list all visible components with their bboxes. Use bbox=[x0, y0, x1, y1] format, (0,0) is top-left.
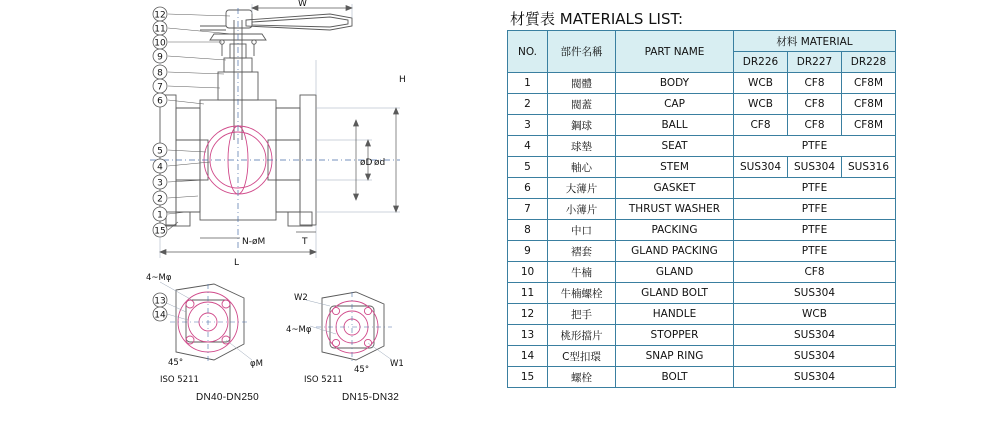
cell-cn-name: 小薄片 bbox=[548, 199, 616, 220]
bottom-view-caption-dn15: DN15-DN32 bbox=[342, 392, 400, 403]
cell-no: 9 bbox=[508, 241, 548, 262]
cell-en-name: BOLT bbox=[616, 367, 734, 388]
cell-cn-name: 鋼球 bbox=[548, 115, 616, 136]
bolt-note-dn40: 4~Mφ bbox=[146, 273, 172, 283]
dim-label-W: W bbox=[298, 0, 307, 9]
cell-en-name: SNAP RING bbox=[616, 346, 734, 367]
cell-cn-name: 牛楠螺栓 bbox=[548, 283, 616, 304]
materials-table-body bbox=[508, 73, 896, 388]
callout-1: 1 bbox=[157, 210, 163, 221]
table-row bbox=[508, 262, 896, 283]
cell-en-name: HANDLE bbox=[616, 304, 734, 325]
callout-5: 5 bbox=[157, 146, 163, 157]
dim-label-L: L bbox=[234, 258, 240, 268]
th-cn-name: 部件名稱 bbox=[548, 31, 616, 73]
cell-material-all: PTFE bbox=[734, 199, 896, 220]
cell-material-all: SUS304 bbox=[734, 367, 896, 388]
dim-label-D: øD bbox=[360, 158, 373, 168]
dim-phiM: φM bbox=[250, 359, 263, 369]
bottom-view-dn40 bbox=[146, 273, 263, 385]
table-row bbox=[508, 157, 896, 178]
cell-en-name: SEAT bbox=[616, 136, 734, 157]
cell-en-name: GLAND BOLT bbox=[616, 283, 734, 304]
cell-material-m1: CF8 bbox=[734, 115, 788, 136]
cell-material-all: WCB bbox=[734, 304, 896, 325]
callout-11: 11 bbox=[154, 24, 166, 35]
cell-cn-name: 牛楠 bbox=[548, 262, 616, 283]
cell-en-name: GASKET bbox=[616, 178, 734, 199]
cell-material-m3: CF8M bbox=[842, 73, 896, 94]
dim-label-d: ød bbox=[374, 158, 386, 168]
cell-material-all: SUS304 bbox=[734, 325, 896, 346]
callout-14: 14 bbox=[154, 310, 166, 321]
table-row bbox=[508, 199, 896, 220]
table-row bbox=[508, 73, 896, 94]
cell-cn-name: 球墊 bbox=[548, 136, 616, 157]
callout-6: 6 bbox=[157, 96, 163, 107]
dim-label-H: H bbox=[399, 75, 406, 85]
cell-en-name: THRUST WASHER bbox=[616, 199, 734, 220]
cell-no: 6 bbox=[508, 178, 548, 199]
cell-material-all: PTFE bbox=[734, 136, 896, 157]
cell-en-name: PACKING bbox=[616, 220, 734, 241]
callout-4: 4 bbox=[157, 162, 163, 173]
cell-en-name: BALL bbox=[616, 115, 734, 136]
materials-list-title: 材質表 MATERIALS LIST: bbox=[510, 10, 684, 28]
cell-no: 4 bbox=[508, 136, 548, 157]
cell-cn-name: 軸心 bbox=[548, 157, 616, 178]
cell-material-m2: CF8 bbox=[788, 73, 842, 94]
dim-W1: W1 bbox=[390, 359, 404, 369]
dim-W2: W2 bbox=[294, 293, 308, 303]
cell-no: 14 bbox=[508, 346, 548, 367]
cell-no: 10 bbox=[508, 262, 548, 283]
bottom-view-dn15 bbox=[286, 292, 404, 385]
cell-no: 7 bbox=[508, 199, 548, 220]
cell-material-all: PTFE bbox=[734, 220, 896, 241]
centerlines bbox=[150, 8, 400, 250]
table-row bbox=[508, 304, 896, 325]
table-row bbox=[508, 325, 896, 346]
callout-9: 9 bbox=[157, 52, 163, 63]
table-row bbox=[508, 136, 896, 157]
cell-no: 5 bbox=[508, 157, 548, 178]
callout-8: 8 bbox=[157, 68, 163, 79]
cell-no: 12 bbox=[508, 304, 548, 325]
cell-material-all: SUS304 bbox=[734, 346, 896, 367]
bolt-note-dn15: 4~Mφ bbox=[286, 325, 312, 335]
cell-en-name: GLAND bbox=[616, 262, 734, 283]
table-row bbox=[508, 94, 896, 115]
cell-material-all: PTFE bbox=[734, 241, 896, 262]
cell-material-m1: WCB bbox=[734, 94, 788, 115]
cell-material-m3: CF8M bbox=[842, 94, 896, 115]
cell-cn-name: 把手 bbox=[548, 304, 616, 325]
th-dr226: DR226 bbox=[734, 52, 788, 73]
callout-3: 3 bbox=[157, 178, 163, 189]
th-no: NO. bbox=[508, 31, 548, 73]
cell-material-m2: SUS304 bbox=[788, 157, 842, 178]
callout-10: 10 bbox=[154, 38, 166, 49]
th-dr228: DR228 bbox=[842, 52, 896, 73]
table-row bbox=[508, 367, 896, 388]
cell-cn-name: 大薄片 bbox=[548, 178, 616, 199]
iso-note-dn15: ISO 5211 bbox=[304, 375, 343, 385]
cell-no: 1 bbox=[508, 73, 548, 94]
cell-material-m3: CF8M bbox=[842, 115, 896, 136]
cell-cn-name: 閥體 bbox=[548, 73, 616, 94]
callout-2: 2 bbox=[157, 194, 163, 205]
angle-dn40: 45° bbox=[168, 358, 184, 368]
th-en-name: PART NAME bbox=[616, 31, 734, 73]
cell-en-name: GLAND PACKING bbox=[616, 241, 734, 262]
materials-panel bbox=[505, 0, 1000, 428]
th-material-group: 材料 MATERIAL bbox=[734, 31, 896, 52]
cell-material-all: SUS304 bbox=[734, 283, 896, 304]
cell-en-name: CAP bbox=[616, 94, 734, 115]
th-dr227: DR227 bbox=[788, 52, 842, 73]
iso-note-dn40: ISO 5211 bbox=[160, 375, 199, 385]
cell-material-m2: CF8 bbox=[788, 94, 842, 115]
cell-material-m3: SUS316 bbox=[842, 157, 896, 178]
cell-en-name: BODY bbox=[616, 73, 734, 94]
bottom-view-caption-dn40: DN40-DN250 bbox=[196, 392, 260, 403]
cell-material-m2: CF8 bbox=[788, 115, 842, 136]
materials-table bbox=[507, 30, 896, 388]
table-row bbox=[508, 241, 896, 262]
cell-material-m1: SUS304 bbox=[734, 157, 788, 178]
callout-12: 12 bbox=[154, 10, 166, 21]
table-row bbox=[508, 220, 896, 241]
cell-material-all: CF8 bbox=[734, 262, 896, 283]
cell-material-m1: WCB bbox=[734, 73, 788, 94]
cell-no: 11 bbox=[508, 283, 548, 304]
cell-no: 15 bbox=[508, 367, 548, 388]
angle-dn15: 45° bbox=[354, 365, 370, 375]
table-row bbox=[508, 178, 896, 199]
cell-no: 2 bbox=[508, 94, 548, 115]
table-row bbox=[508, 346, 896, 367]
cell-en-name: STOPPER bbox=[616, 325, 734, 346]
dim-label-NM: N-øM bbox=[242, 237, 266, 247]
cell-cn-name: 螺栓 bbox=[548, 367, 616, 388]
cell-no: 8 bbox=[508, 220, 548, 241]
cell-cn-name: C型扣環 bbox=[548, 346, 616, 367]
cell-no: 3 bbox=[508, 115, 548, 136]
cell-en-name: STEM bbox=[616, 157, 734, 178]
cell-cn-name: 桃形擋片 bbox=[548, 325, 616, 346]
table-row bbox=[508, 115, 896, 136]
cell-cn-name: 閥蓋 bbox=[548, 94, 616, 115]
cell-no: 13 bbox=[508, 325, 548, 346]
callout-15: 15 bbox=[154, 226, 166, 237]
cell-cn-name: 褶套 bbox=[548, 241, 616, 262]
callout-13: 13 bbox=[154, 296, 166, 307]
callout-7: 7 bbox=[157, 82, 163, 93]
dim-label-T: T bbox=[302, 237, 308, 247]
cell-cn-name: 中口 bbox=[548, 220, 616, 241]
table-row bbox=[508, 283, 896, 304]
cell-material-all: PTFE bbox=[734, 178, 896, 199]
